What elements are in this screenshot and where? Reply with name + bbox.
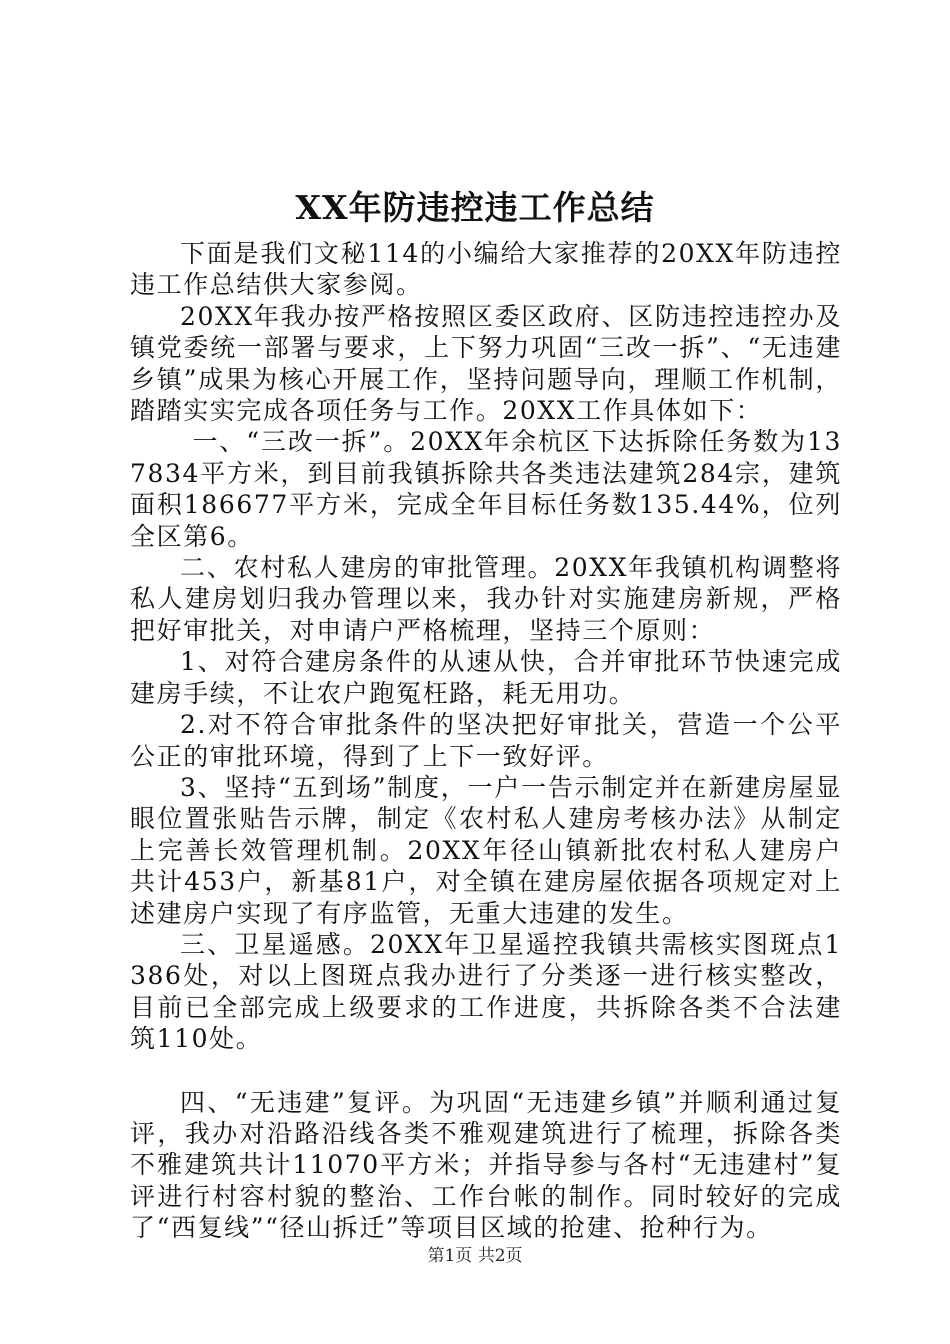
section-one-paragraph: 一、“三改一拆”。20XX年余杭区下达拆除任务数为137834平方米，到目前我镇拆除共各类违法建筑284宗，建筑面积186677平方米，完成全年目标任务数135.44%，位列全区第6。 <box>130 427 842 551</box>
section-two-paragraph: 二、农村私人建房的审批管理。20XX年我镇机构调整将私人建房划归我办管理以来，我办针对实施建房新规，严格把好审批关，对申请户严格梳理，坚持三个原则： <box>130 553 842 645</box>
principle-three-paragraph: 3、坚持“五到场”制度，一户一告示制定并在新建房屋显眼位置张贴告示牌，制定《农村私人建房考核办法》从制定上完善长效管理机制。20XX年径山镇新批农村私人建房户共计453户，新基81户，对全镇在建房屋依据各项规定对上述建房户实现了有序监管，无重大违建的发生。 <box>130 772 842 928</box>
document-body <box>130 238 842 1244</box>
overview-paragraph: 20XX年我办按严格按照区委区政府、区防违控违控办及镇党委统一部署与要求，上下努力巩固“三改一拆”、“无违建乡镇”成果为核心开展工作，坚持问题导向，理顺工作机制，踏踏实实完成各项任务与工作。20XX工作具体如下： <box>130 301 842 426</box>
page-footer: 第1页 共2页 <box>427 1246 523 1266</box>
document-title: XX年防违控违工作总结 <box>295 188 655 227</box>
principle-one-paragraph: 1、对符合建房条件的从速从快，合并审批环节快速完成建房手续，不让农户跑冤枉路，耗无用功。 <box>130 647 842 708</box>
intro-paragraph: 下面是我们文秘114的小编给大家推荐的20XX年防违控违工作总结供大家参阅。 <box>130 239 842 300</box>
principle-two-paragraph: 2.对不符合审批条件的坚决把好审批关，营造一个公平公正的审批环境，得到了上下一致好评。 <box>130 710 842 771</box>
section-three-paragraph: 三、卫星遥感。20XX年卫星遥控我镇共需核实图斑点1386处，对以上图斑点我办进行了分类逐一进行核实整改，目前已全部完成上级要求的工作进度，共拆除各类不合法建筑110处。 <box>130 929 842 1054</box>
section-four-paragraph: 四、“无违建”复评。为巩固“无违建乡镇”并顺利通过复评，我办对沿路沿线各类不雅观建筑进行了梳理，拆除各类不雅建筑共计11070平方米；并指导参与各村“无违建村”复评进行村容村貌的整治、工作台帐的制作。同时较好的完成了“西复线”“径山拆迁”等项目区域的抢建、抢种行为。 <box>130 1087 842 1243</box>
